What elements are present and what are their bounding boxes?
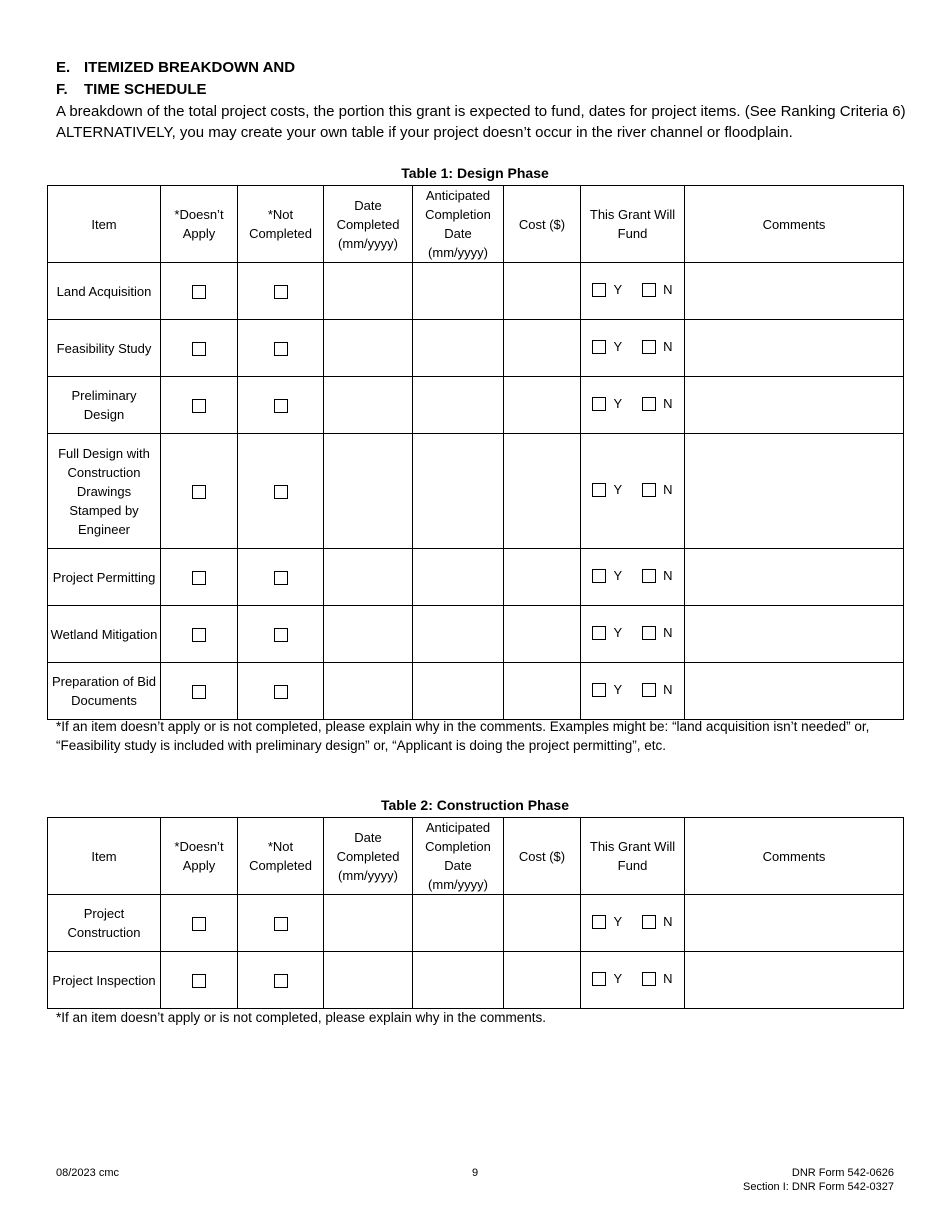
- col-date-completed-header: Date Completed (mm/yyyy): [324, 186, 413, 263]
- not-completed-checkbox[interactable]: [274, 342, 288, 356]
- doesnt-apply-cell: [161, 606, 238, 663]
- not-completed-cell: [238, 377, 324, 434]
- anticipated-date-field[interactable]: [413, 663, 504, 720]
- yes-label: Y: [613, 625, 623, 641]
- comments-field[interactable]: [685, 263, 904, 320]
- yes-label: Y: [613, 396, 623, 412]
- doesnt-apply-checkbox[interactable]: [192, 285, 206, 299]
- cost-field[interactable]: [504, 895, 581, 952]
- col-date-completed-header: Date Completed (mm/yyyy): [324, 818, 413, 895]
- date-completed-field[interactable]: [324, 434, 413, 549]
- grant-fund-no-checkbox[interactable]: [642, 340, 656, 354]
- not-completed-cell: [238, 434, 324, 549]
- doesnt-apply-checkbox[interactable]: [192, 685, 206, 699]
- item-cell: Land Acquisition: [48, 263, 161, 320]
- date-completed-field[interactable]: [324, 663, 413, 720]
- item-cell: Project Permitting: [48, 549, 161, 606]
- doesnt-apply-cell: [161, 434, 238, 549]
- not-completed-checkbox[interactable]: [274, 974, 288, 988]
- not-completed-checkbox[interactable]: [274, 485, 288, 499]
- col-comments-header: Comments: [685, 186, 904, 263]
- doesnt-apply-cell: [161, 663, 238, 720]
- not-completed-cell: [238, 952, 324, 1009]
- not-completed-cell: [238, 895, 324, 952]
- col-cost-header: Cost ($): [504, 818, 581, 895]
- table-row: [48, 377, 904, 434]
- comments-field[interactable]: [685, 895, 904, 952]
- comments-field[interactable]: [685, 663, 904, 720]
- grant-fund-cell: [581, 377, 685, 434]
- col-grant-fund-header: This Grant Will Fund: [581, 818, 685, 895]
- grant-fund-yes-checkbox[interactable]: [592, 972, 606, 986]
- yes-label: Y: [613, 482, 623, 498]
- anticipated-date-field[interactable]: [413, 434, 504, 549]
- footer-form-ids: [743, 1166, 894, 1194]
- yes-label: Y: [613, 971, 623, 987]
- not-completed-checkbox[interactable]: [274, 917, 288, 931]
- date-completed-field[interactable]: [324, 377, 413, 434]
- not-completed-cell: [238, 606, 324, 663]
- grant-fund-yes-checkbox[interactable]: [592, 340, 606, 354]
- grant-fund-no-checkbox[interactable]: [642, 915, 656, 929]
- section-e-letter: E.: [56, 59, 71, 76]
- doesnt-apply-cell: [161, 263, 238, 320]
- anticipated-date-field[interactable]: [413, 549, 504, 606]
- table1-header-row: [48, 186, 904, 263]
- grant-fund-no-checkbox[interactable]: [642, 483, 656, 497]
- date-completed-field[interactable]: [324, 952, 413, 1009]
- design-phase-table: [47, 185, 904, 720]
- grant-fund-yes-checkbox[interactable]: [592, 915, 606, 929]
- table-row: [48, 320, 904, 377]
- table-row: [48, 549, 904, 606]
- col-anticipated-header: Anticipated Completion Date (mm/yyyy): [413, 818, 504, 895]
- not-completed-cell: [238, 320, 324, 377]
- grant-fund-cell: [581, 549, 685, 606]
- date-completed-field[interactable]: [324, 549, 413, 606]
- comments-field[interactable]: [685, 606, 904, 663]
- table-row: [48, 663, 904, 720]
- grant-fund-cell: [581, 606, 685, 663]
- intro-paragraph: A breakdown of the total project costs, the portion this grant is expected to fund, dates for project items. (See Ranking Criteria 6) ALTERNATIVELY, you may create your own table if your project doesn’t occur in the river channel or floodplain.: [56, 103, 906, 141]
- grant-fund-yes-checkbox[interactable]: [592, 483, 606, 497]
- comments-field[interactable]: [685, 377, 904, 434]
- date-completed-field[interactable]: [324, 895, 413, 952]
- grant-fund-cell: [581, 663, 685, 720]
- footer-date: 08/2023 cmc: [56, 1167, 119, 1179]
- cost-field[interactable]: [504, 549, 581, 606]
- grant-fund-no-checkbox[interactable]: [642, 972, 656, 986]
- grant-fund-no-checkbox[interactable]: [642, 283, 656, 297]
- grant-fund-yes-checkbox[interactable]: [592, 683, 606, 697]
- anticipated-date-field[interactable]: [413, 263, 504, 320]
- doesnt-apply-cell: [161, 549, 238, 606]
- cost-field[interactable]: [504, 952, 581, 1009]
- no-label: N: [663, 971, 673, 987]
- table2-note: *If an item doesn’t apply or is not completed, please explain why in the comments.: [56, 1010, 547, 1025]
- doesnt-apply-cell: [161, 320, 238, 377]
- doesnt-apply-checkbox[interactable]: [192, 399, 206, 413]
- doesnt-apply-cell: [161, 377, 238, 434]
- no-label: N: [663, 625, 673, 641]
- grant-fund-yes-checkbox[interactable]: [592, 397, 606, 411]
- not-completed-cell: [238, 663, 324, 720]
- yes-label: Y: [613, 282, 623, 298]
- doesnt-apply-checkbox[interactable]: [192, 628, 206, 642]
- item-cell: Project Inspection: [48, 952, 161, 1009]
- no-label: N: [663, 339, 673, 355]
- grant-fund-cell: [581, 895, 685, 952]
- table1-title: Table 1: Design Phase: [401, 165, 549, 181]
- no-label: N: [663, 396, 673, 412]
- anticipated-date-field[interactable]: [413, 895, 504, 952]
- comments-field[interactable]: [685, 320, 904, 377]
- doesnt-apply-checkbox[interactable]: [192, 571, 206, 585]
- no-label: N: [663, 482, 673, 498]
- item-cell: Preparation of Bid Documents: [48, 663, 161, 720]
- table-row: [48, 606, 904, 663]
- not-completed-cell: [238, 549, 324, 606]
- yes-label: Y: [613, 682, 623, 698]
- col-comments-header: Comments: [685, 818, 904, 895]
- grant-fund-yes-checkbox[interactable]: [592, 626, 606, 640]
- col-doesnt-apply-header: *Doesn’t Apply: [161, 186, 238, 263]
- section-f-title: TIME SCHEDULE: [84, 81, 207, 98]
- col-anticipated-header: Anticipated Completion Date (mm/yyyy): [413, 186, 504, 263]
- table-row: [48, 434, 904, 549]
- grant-fund-no-checkbox[interactable]: [642, 569, 656, 583]
- table-row: [48, 895, 904, 952]
- not-completed-checkbox[interactable]: [274, 628, 288, 642]
- yes-label: Y: [613, 339, 623, 355]
- col-cost-header: Cost ($): [504, 186, 581, 263]
- no-label: N: [663, 682, 673, 698]
- cost-field[interactable]: [504, 606, 581, 663]
- date-completed-field[interactable]: [324, 320, 413, 377]
- col-grant-fund-header: This Grant Will Fund: [581, 186, 685, 263]
- doesnt-apply-cell: [161, 895, 238, 952]
- item-cell: Preliminary Design: [48, 377, 161, 434]
- section-e-heading: [56, 57, 295, 79]
- cost-field[interactable]: [504, 320, 581, 377]
- construction-phase-table: [47, 817, 904, 1009]
- doesnt-apply-checkbox[interactable]: [192, 917, 206, 931]
- section-f-letter: F.: [56, 81, 68, 98]
- item-cell: Project Construction: [48, 895, 161, 952]
- not-completed-cell: [238, 263, 324, 320]
- doesnt-apply-checkbox[interactable]: [192, 485, 206, 499]
- comments-field[interactable]: [685, 952, 904, 1009]
- date-completed-field[interactable]: [324, 606, 413, 663]
- table-row: [48, 263, 904, 320]
- col-doesnt-apply-header: *Doesn’t Apply: [161, 818, 238, 895]
- not-completed-checkbox[interactable]: [274, 399, 288, 413]
- table-row: [48, 952, 904, 1009]
- anticipated-date-field[interactable]: [413, 320, 504, 377]
- col-item-header: Item: [48, 818, 161, 895]
- grant-fund-yes-checkbox[interactable]: [592, 283, 606, 297]
- grant-fund-no-checkbox[interactable]: [642, 626, 656, 640]
- anticipated-date-field[interactable]: [413, 952, 504, 1009]
- anticipated-date-field[interactable]: [413, 606, 504, 663]
- not-completed-checkbox[interactable]: [274, 285, 288, 299]
- grant-fund-yes-checkbox[interactable]: [592, 569, 606, 583]
- table2-header-row: [48, 818, 904, 895]
- cost-field[interactable]: [504, 263, 581, 320]
- doesnt-apply-cell: [161, 952, 238, 1009]
- doesnt-apply-checkbox[interactable]: [192, 974, 206, 988]
- col-item-header: Item: [48, 186, 161, 263]
- grant-fund-cell: [581, 434, 685, 549]
- table1-note: *If an item doesn’t apply or is not completed, please explain why in the comments. Examples might be: “land acquisition isn’t needed” or, “Feasibility study is included with preliminary design” or, “Applicant is doing the project permitting”, etc.: [56, 719, 870, 753]
- doesnt-apply-checkbox[interactable]: [192, 342, 206, 356]
- col-not-completed-header: *Not Completed: [238, 186, 324, 263]
- anticipated-date-field[interactable]: [413, 377, 504, 434]
- grant-fund-cell: [581, 952, 685, 1009]
- grant-fund-cell: [581, 320, 685, 377]
- no-label: N: [663, 914, 673, 930]
- cost-field[interactable]: [504, 663, 581, 720]
- comments-field[interactable]: [685, 549, 904, 606]
- footer-form-number: DNR Form 542-0626: [791, 1167, 894, 1179]
- footer-page-number: 9: [471, 1167, 479, 1179]
- no-label: N: [663, 568, 673, 584]
- col-not-completed-header: *Not Completed: [238, 818, 324, 895]
- yes-label: Y: [613, 568, 623, 584]
- grant-fund-no-checkbox[interactable]: [642, 683, 656, 697]
- section-e-title: ITEMIZED BREAKDOWN AND: [84, 59, 296, 76]
- item-cell: Full Design with Construction Drawings Stamped by Engineer: [48, 434, 161, 549]
- not-completed-checkbox[interactable]: [274, 571, 288, 585]
- comments-field[interactable]: [685, 434, 904, 549]
- section-f-heading: [56, 79, 207, 101]
- date-completed-field[interactable]: [324, 263, 413, 320]
- not-completed-checkbox[interactable]: [274, 685, 288, 699]
- table2-title: Table 2: Construction Phase: [381, 797, 569, 813]
- item-cell: Wetland Mitigation: [48, 606, 161, 663]
- grant-fund-cell: [581, 263, 685, 320]
- cost-field[interactable]: [504, 434, 581, 549]
- footer-section-form-number: Section I: DNR Form 542-0327: [742, 1181, 894, 1193]
- grant-fund-no-checkbox[interactable]: [642, 397, 656, 411]
- item-cell: Feasibility Study: [48, 320, 161, 377]
- no-label: N: [663, 282, 673, 298]
- yes-label: Y: [613, 914, 623, 930]
- cost-field[interactable]: [504, 377, 581, 434]
